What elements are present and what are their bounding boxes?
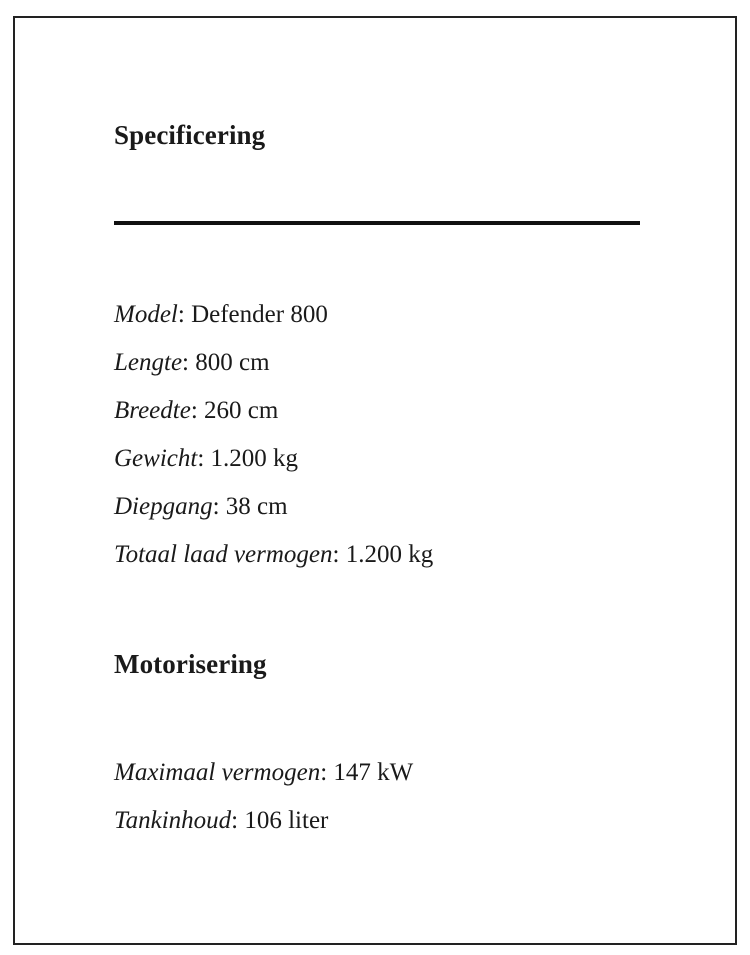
- spec-row-model: [114, 291, 433, 339]
- spec-value: : 1.200 kg: [197, 445, 299, 472]
- spec-value: : 1.200 kg: [332, 541, 434, 568]
- divider: [114, 221, 640, 225]
- spec-key: Lengte: [114, 349, 183, 376]
- spec-value: : 106 liter: [231, 807, 329, 834]
- spec-value: : 800 cm: [182, 349, 270, 376]
- spec-row-breedte: [114, 387, 433, 435]
- spec-row-lengte: [114, 339, 433, 387]
- section-heading-specificering: Specificering: [114, 120, 266, 150]
- spec-key: Gewicht: [114, 445, 198, 472]
- spec-value: : 38 cm: [212, 493, 288, 520]
- spec-value: : 260 cm: [190, 397, 279, 424]
- spec-value: : 147 kW: [320, 759, 414, 786]
- section-heading-motorisering: Motorisering: [114, 649, 267, 679]
- spec-row-diepgang: [114, 483, 433, 531]
- spec-value: : Defender 800: [177, 301, 328, 328]
- spec-key: Maximaal vermogen: [114, 759, 321, 786]
- spec-key: Breedte: [114, 397, 191, 424]
- spec-key: Totaal laad vermogen: [114, 541, 333, 568]
- spec-row-totaal-laad-vermogen: [114, 531, 433, 579]
- spec-row-maximaal-vermogen: [114, 749, 413, 797]
- spec-key: Diepgang: [114, 493, 213, 520]
- spec-key: Tankinhoud: [114, 807, 232, 834]
- spec-key: Model: [114, 301, 178, 328]
- spec-row-gewicht: [114, 435, 433, 483]
- motor-spec-list: [114, 749, 413, 845]
- spec-list: [114, 291, 433, 579]
- spec-row-tankinhoud: [114, 797, 413, 845]
